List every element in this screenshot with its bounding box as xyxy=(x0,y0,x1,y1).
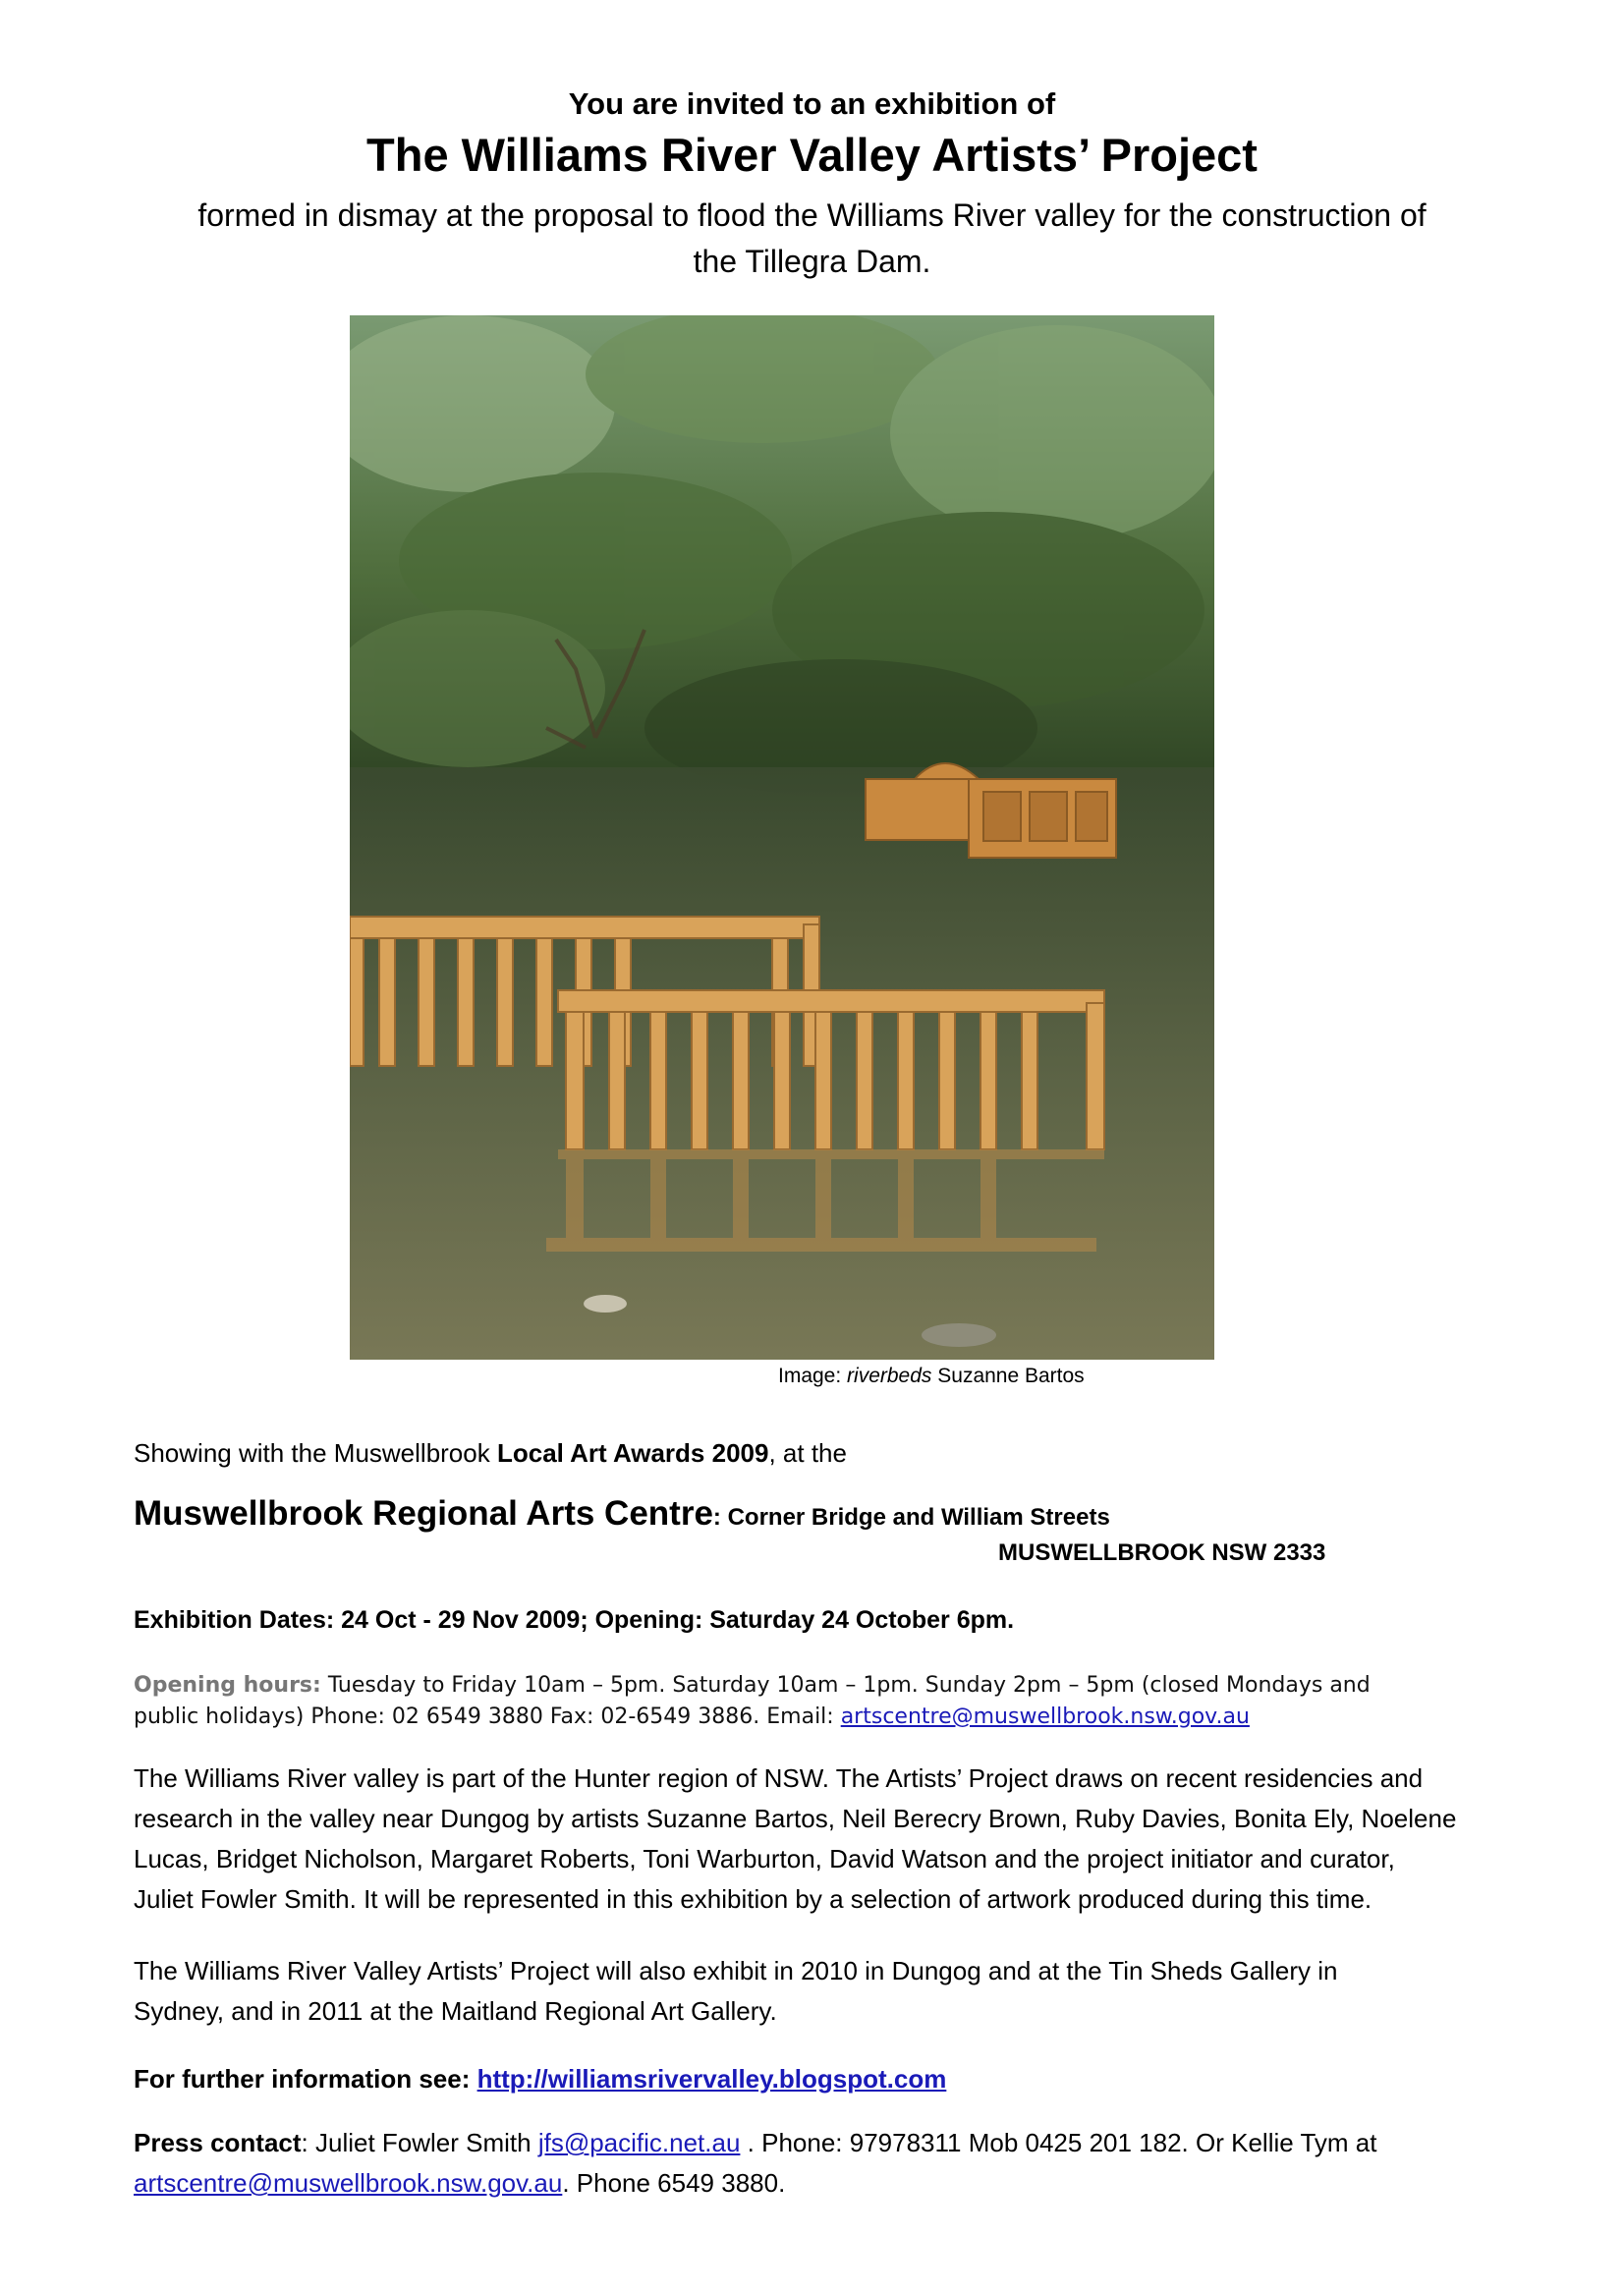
subtitle xyxy=(0,193,1624,285)
press-text-1: : Juliet Fowler Smith xyxy=(301,2128,538,2157)
description-paragraph xyxy=(134,1759,1529,1920)
info-label: For further information see: xyxy=(134,2064,477,2094)
description-line: The Williams River valley is part of the Hunter region of NSW. The Artists’ Project draws on recent residencies and xyxy=(134,1763,1424,1793)
future-line: Sydney, and in 2011 at the Maitland Regional Art Gallery. xyxy=(134,1996,777,2026)
future-exhibitions-paragraph xyxy=(134,1951,1529,2032)
press-text-2: . Phone: 97978311 Mob 0425 201 182. Or Kellie Tym at xyxy=(740,2128,1377,2157)
press-label: Press contact xyxy=(134,2128,302,2157)
hours-line-2: public holidays) Phone: 02 6549 3880 Fax: 02-6549 3886. Email: xyxy=(134,1704,841,1729)
venue-line xyxy=(134,1493,1110,1537)
exhibition-dates: Exhibition Dates: 24 Oct - 29 Nov 2009; Opening: Saturday 24 October 6pm. xyxy=(134,1606,1015,1634)
artwork-photo xyxy=(350,315,1214,1360)
further-info xyxy=(134,2059,946,2099)
future-line: The Williams River Valley Artists’ Project will also exhibit in 2010 in Dungog and at the Tin Sheds Gallery in xyxy=(134,1956,1338,1985)
showing-line xyxy=(134,1433,847,1474)
press-email-1-link[interactable]: jfs@pacific.net.au xyxy=(537,2128,741,2157)
press-email-2-link[interactable]: artscentre@muswellbrook.nsw.gov.au xyxy=(134,2168,563,2198)
invite-line: You are invited to an exhibition of xyxy=(568,86,1056,121)
page-title: The Williams River Valley Artists’ Project xyxy=(366,129,1258,181)
venue-name: Muswellbrook Regional Arts Centre xyxy=(134,1494,713,1533)
showing-suffix: , at the xyxy=(768,1438,847,1468)
subtitle-line-1: formed in dismay at the proposal to flood the Williams River valley for the construction of xyxy=(197,197,1427,233)
description-line: research in the valley near Dungog by artists Suzanne Bartos, Neil Berecry Brown, Ruby Davies, Bonita Ely, Noelene xyxy=(134,1804,1457,1833)
caption-artist: Suzanne Bartos xyxy=(931,1365,1085,1387)
venue-address: : Corner Bridge and William Streets xyxy=(712,1504,1110,1531)
hours-label: Opening hours: xyxy=(134,1673,321,1698)
blog-link[interactable]: http://williamsrivervalley.blogspot.com xyxy=(476,2064,947,2094)
press-text-3: . Phone 6549 3880. xyxy=(562,2168,786,2198)
venue-town: MUSWELLBROOK NSW 2333 xyxy=(998,1539,1326,1566)
caption-title: riverbeds xyxy=(847,1365,932,1387)
description-line: Lucas, Bridget Nicholson, Margaret Roberts, Toni Warburton, David Watson and the project initiator and curator, xyxy=(134,1844,1395,1873)
description-line: Juliet Fowler Smith. It will be represented in this exhibition by a selection of artwork produced during this time. xyxy=(134,1884,1372,1914)
press-contact xyxy=(134,2123,1529,2204)
opening-hours xyxy=(134,1670,1489,1733)
hours-line-1: Tuesday to Friday 10am – 5pm. Saturday 10am – 1pm. Sunday 2pm – 5pm (closed Mondays and xyxy=(320,1673,1371,1698)
photo-caption xyxy=(778,1365,1085,1388)
subtitle-line-2: the Tillegra Dam. xyxy=(693,244,931,279)
showing-prefix: Showing with the Muswellbrook xyxy=(134,1438,497,1468)
hours-email-link[interactable]: artscentre@muswellbrook.nsw.gov.au xyxy=(840,1704,1250,1729)
caption-prefix: Image: xyxy=(778,1365,848,1387)
award-name: Local Art Awards 2009 xyxy=(496,1438,769,1468)
